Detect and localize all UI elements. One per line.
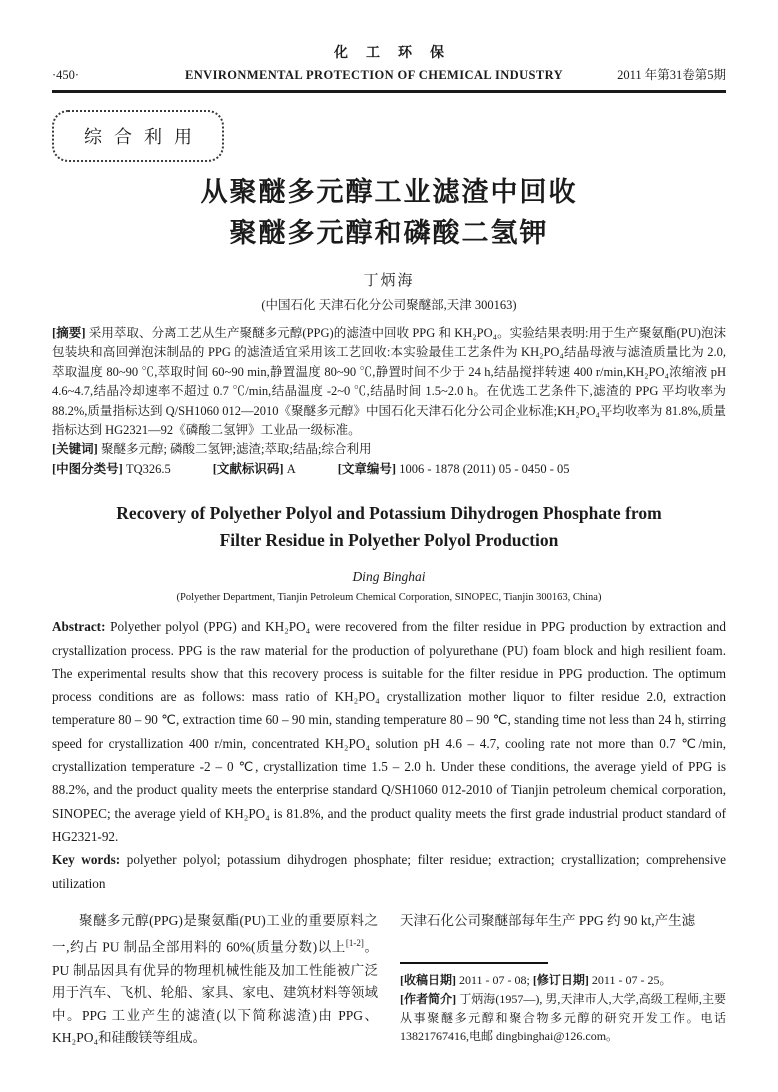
keywords-english-text: polyether polyol; potassium dihydrogen phosphate; filter residue; extraction; crystallization; comprehensive utilization <box>52 852 726 891</box>
footnote-author-bio <box>400 990 726 1046</box>
clc-value: TQ326.5 <box>125 461 171 476</box>
article-id-value: 1006 - 1878 (2011) 05 - 0450 - 05 <box>399 461 570 476</box>
body-left-post: 。PU 制品因具有优异的物理机械性能及加工性能被广泛用于汽车、飞机、轮船、家具、家电、建筑材料等领域中。PPG 工业产生的滤渣(以下简称滤渣)由 PPG、KH₂PO₄和硅酸镁等组成。 <box>52 939 378 1046</box>
author-chinese: 丁炳海 <box>363 273 415 289</box>
journal-header-row <box>52 65 726 83</box>
affiliation-chinese: (中国石化 天津石化分公司聚醚部,天津 300163) <box>261 298 517 312</box>
footnote-divider <box>400 962 548 964</box>
article-meta-row <box>52 460 726 479</box>
article-id <box>338 460 570 479</box>
article-title-chinese <box>52 172 726 254</box>
journal-title-english: ENVIRONMENTAL PROTECTION OF CHEMICAL INDUSTRY <box>184 68 563 82</box>
header-divider <box>52 90 726 93</box>
document-code <box>213 460 296 479</box>
section-badge: 综合利用 <box>52 110 224 162</box>
abstract-chinese <box>52 324 726 440</box>
abstract-chinese-label: [摘要] <box>52 326 86 340</box>
clc-label: [中图分类号] <box>52 461 123 476</box>
abstract-english <box>52 615 726 848</box>
page-number: ·450· <box>52 68 80 82</box>
keywords-chinese-label: [关键词] <box>52 442 98 457</box>
keywords-chinese-text: 聚醚多元醇; 磷酸二氢钾;滤渣;萃取;结晶;综合利用 <box>100 442 372 457</box>
article-title-chinese-line2: 聚醚多元醇和磷酸二氢钾 <box>229 218 549 248</box>
article-title-english-line1: Recovery of Polyether Polyol and Potassium Dihydrogen Phosphate from <box>116 503 662 524</box>
article-id-label: [文章编号] <box>337 461 397 476</box>
received-date-label: [收稿日期] <box>400 973 456 988</box>
body-left-pre: 聚醚多元醇(PPG)是聚氨酯(PU)工业的重要原料之一,约占 PU 制品全部用料的 60%(质量分数)以上 <box>52 912 378 955</box>
body-column-right <box>400 910 726 1050</box>
body-paragraph-right: 天津石化公司聚醚部每年生产 PPG 约 90 kt,产生滤 <box>400 912 696 928</box>
revised-date-label: [修订日期] <box>532 973 589 988</box>
citation-superscript: [1-2] <box>345 938 364 949</box>
body-column-left <box>52 910 378 1050</box>
document-code-value: A <box>286 461 296 476</box>
affiliation-english: (Polyether Department, Tianjin Petroleum Chemical Corporation, SINOPEC, Tianjin 300163, China) <box>176 592 602 604</box>
body-columns <box>52 910 726 1050</box>
footnote-block <box>400 962 726 1045</box>
clc-number <box>52 460 171 479</box>
abstract-english-text: Polyether polyol (PPG) and KH₂PO₄ were recovered from the filter residue in PPG production by extraction and crystallization process. PPG is the raw material for the production of polyurethane (PU) foam block and high resilient foam. The experimental results show that this recovery process is suitable for the filter residue in PPG production. The optimum process conditions are as follows: mass ratio of KH₂PO₄ crystallization mother liquor to filter residue 2.0, extraction temperature 80 – 90 ℃, extraction time 60 – 90 min, standing temperature 80 – 90 ℃, standing time not less than 24 h, stirring speed for crystallization 400 r/min, concentrated KH₂PO₄ solution pH 4.6 – 4.7, cooling rate not more than 0.7 ℃/min, crystallization temperature -2 – 0 ℃, crystallization time 1.5 – 2.0 h. Under these conditions, the average yield of PPG is 88.2%, and the product quality meets the enterprise standard Q/SH1060 012-2010 of Tianjin petroleum chemical corporation, SINOPEC; the average yield of KH₂PO₄ is 81.8%, and the product quality meets the first grade industrial product standard of HG2321-92. <box>52 619 726 844</box>
keywords-english <box>52 848 726 895</box>
author-bio-value: 丁炳海(1957—), 男,天津市人,大学,高级工程师,主要从事聚醚多元醇和聚合物多元醇的研究开发工作。电话 13821767416,电邮 dingbinghai@126.com。 <box>400 992 727 1044</box>
article-title-english <box>52 500 726 554</box>
article-title-chinese-line1: 从聚醚多元醇工业滤渣中回收 <box>200 177 578 207</box>
body-paragraph-left <box>52 910 378 1050</box>
journal-title-chinese: 化工环保 <box>334 44 462 60</box>
abstract-chinese-text: 采用萃取、分离工艺从生产聚醚多元醇(PPG)的滤渣中回收 PPG 和 KH₂PO₄。实验结果表明:用于生产聚氨酯(PU)泡沫包装块和高回弹泡沫制品的 PPG 的滤渣适宜采用该工艺回收:本实验最佳工艺条件为 KH₂PO₄结晶母液与滤渣质量比为 2.0,萃取温度 80~90 ℃,萃取时间 60~90 min,静置温度 80~90 ℃,静置时间不少于 24 h,结晶搅拌转速 400 r/min,KH₂PO₄浓缩液 pH 4.6~4.7,结晶冷却速率不超过 0.7 ℃/min,结晶温度 -2~0 ℃,结晶时间 1.5~2.0 h。在优选工艺条件下,滤渣的 PPG 平均收率为 88.2%,质量指标达到 Q/SH1060 012—2010《聚醚多元醇》中国石化天津石化分公司企业标准;KH₂PO₄平均收率为 81.8%,质量指标达到 HG2321—92《磷酸二氢钾》工业品一级标准。 <box>52 326 727 438</box>
author-english: Ding Binghai <box>352 569 426 585</box>
document-code-label: [文献标识码] <box>212 461 284 476</box>
article-title-english-line2: Filter Residue in Polyether Polyol Production <box>219 530 559 551</box>
issue-info: 2011 年第31卷第5期 <box>617 68 726 82</box>
author-bio-label: [作者简介] <box>400 992 457 1006</box>
received-date-value: 2011 - 07 - 08; <box>459 973 530 988</box>
footnote-dates <box>400 971 726 990</box>
keywords-english-label: Key words: <box>52 852 121 868</box>
revised-date-value: 2011 - 07 - 25。 <box>591 973 672 988</box>
abstract-english-label: Abstract: <box>52 619 106 635</box>
keywords-chinese <box>52 440 726 459</box>
